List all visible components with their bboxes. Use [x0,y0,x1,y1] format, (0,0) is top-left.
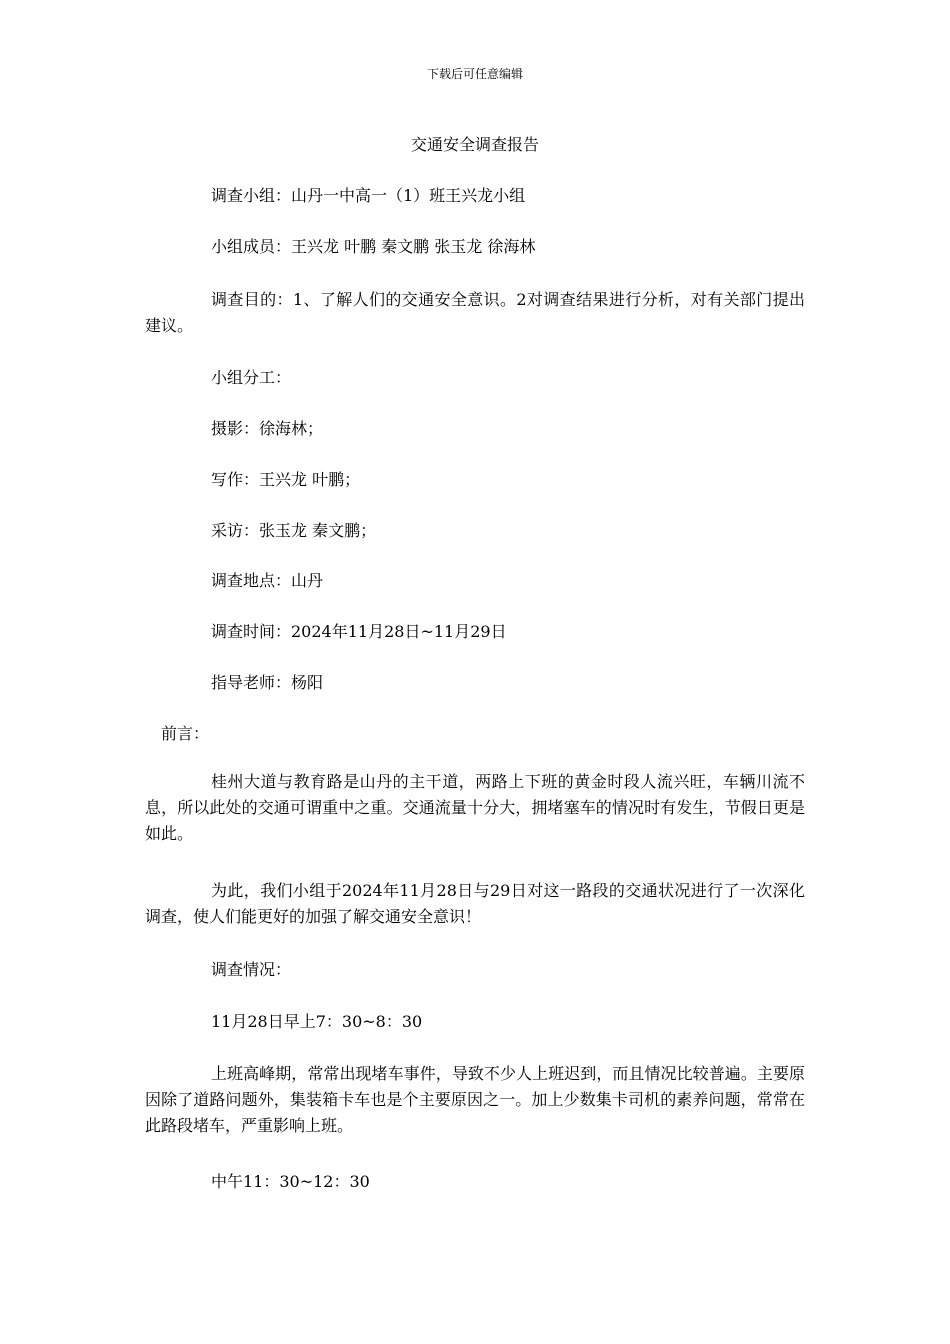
noon-time-heading: 中午11：30~12：30 [211,1172,370,1191]
survey-purpose: 调查目的：1、了解人们的交通安全意识。2对调查结果进行分析，对有关部门提出建议。 [145,290,805,335]
group-members: 小组成员：王兴龙 叶鹏 秦文鹏 张玉龙 徐海林 [211,237,536,256]
morning-time-heading: 11月28日早上7：30~8：30 [211,1012,423,1031]
preface-label: 前言： [161,724,210,743]
division-photography: 摄影：徐海林； [211,419,324,438]
morning-description: 上班高峰期，常常出现堵车事件，导致不少人上班迟到，而且情况比较普遍。主要原因除了道路问题外，集装箱卡车也是个主要原因之一。加上少数集卡司机的素养问题，常常在此路段堵车，严重影响上班。 [145,1064,805,1135]
page-header-note: 下载后可任意编辑 [426,67,523,81]
survey-group: 调查小组：山丹一中高一（1）班王兴龙小组 [211,186,526,205]
preface-paragraph-1: 桂州大道与教育路是山丹的主干道，两路上下班的黄金时段人流兴旺，车辆川流不息，所以此处的交通可谓重中之重。交通流量十分大，拥堵塞车的情况时有发生，节假日更是如此。 [145,772,805,843]
survey-time: 调查时间：2024年11月28日~11月29日 [211,622,507,641]
document-title: 交通安全调查报告 [410,135,539,154]
preface-paragraph-2: 为此，我们小组于2024年11月28日与29日对这一路段的交通状况进行了一次深化调查，使人们能更好的加强了解交通安全意识！ [145,881,805,926]
survey-location: 调查地点：山丹 [211,571,324,590]
situation-label: 调查情况： [211,960,292,979]
division-writing: 写作：王兴龙 叶鹏； [211,470,361,489]
instructor: 指导老师：杨阳 [211,673,324,692]
division-label: 小组分工： [211,368,292,387]
division-interview: 采访：张玉龙 秦文鹏； [211,521,377,540]
